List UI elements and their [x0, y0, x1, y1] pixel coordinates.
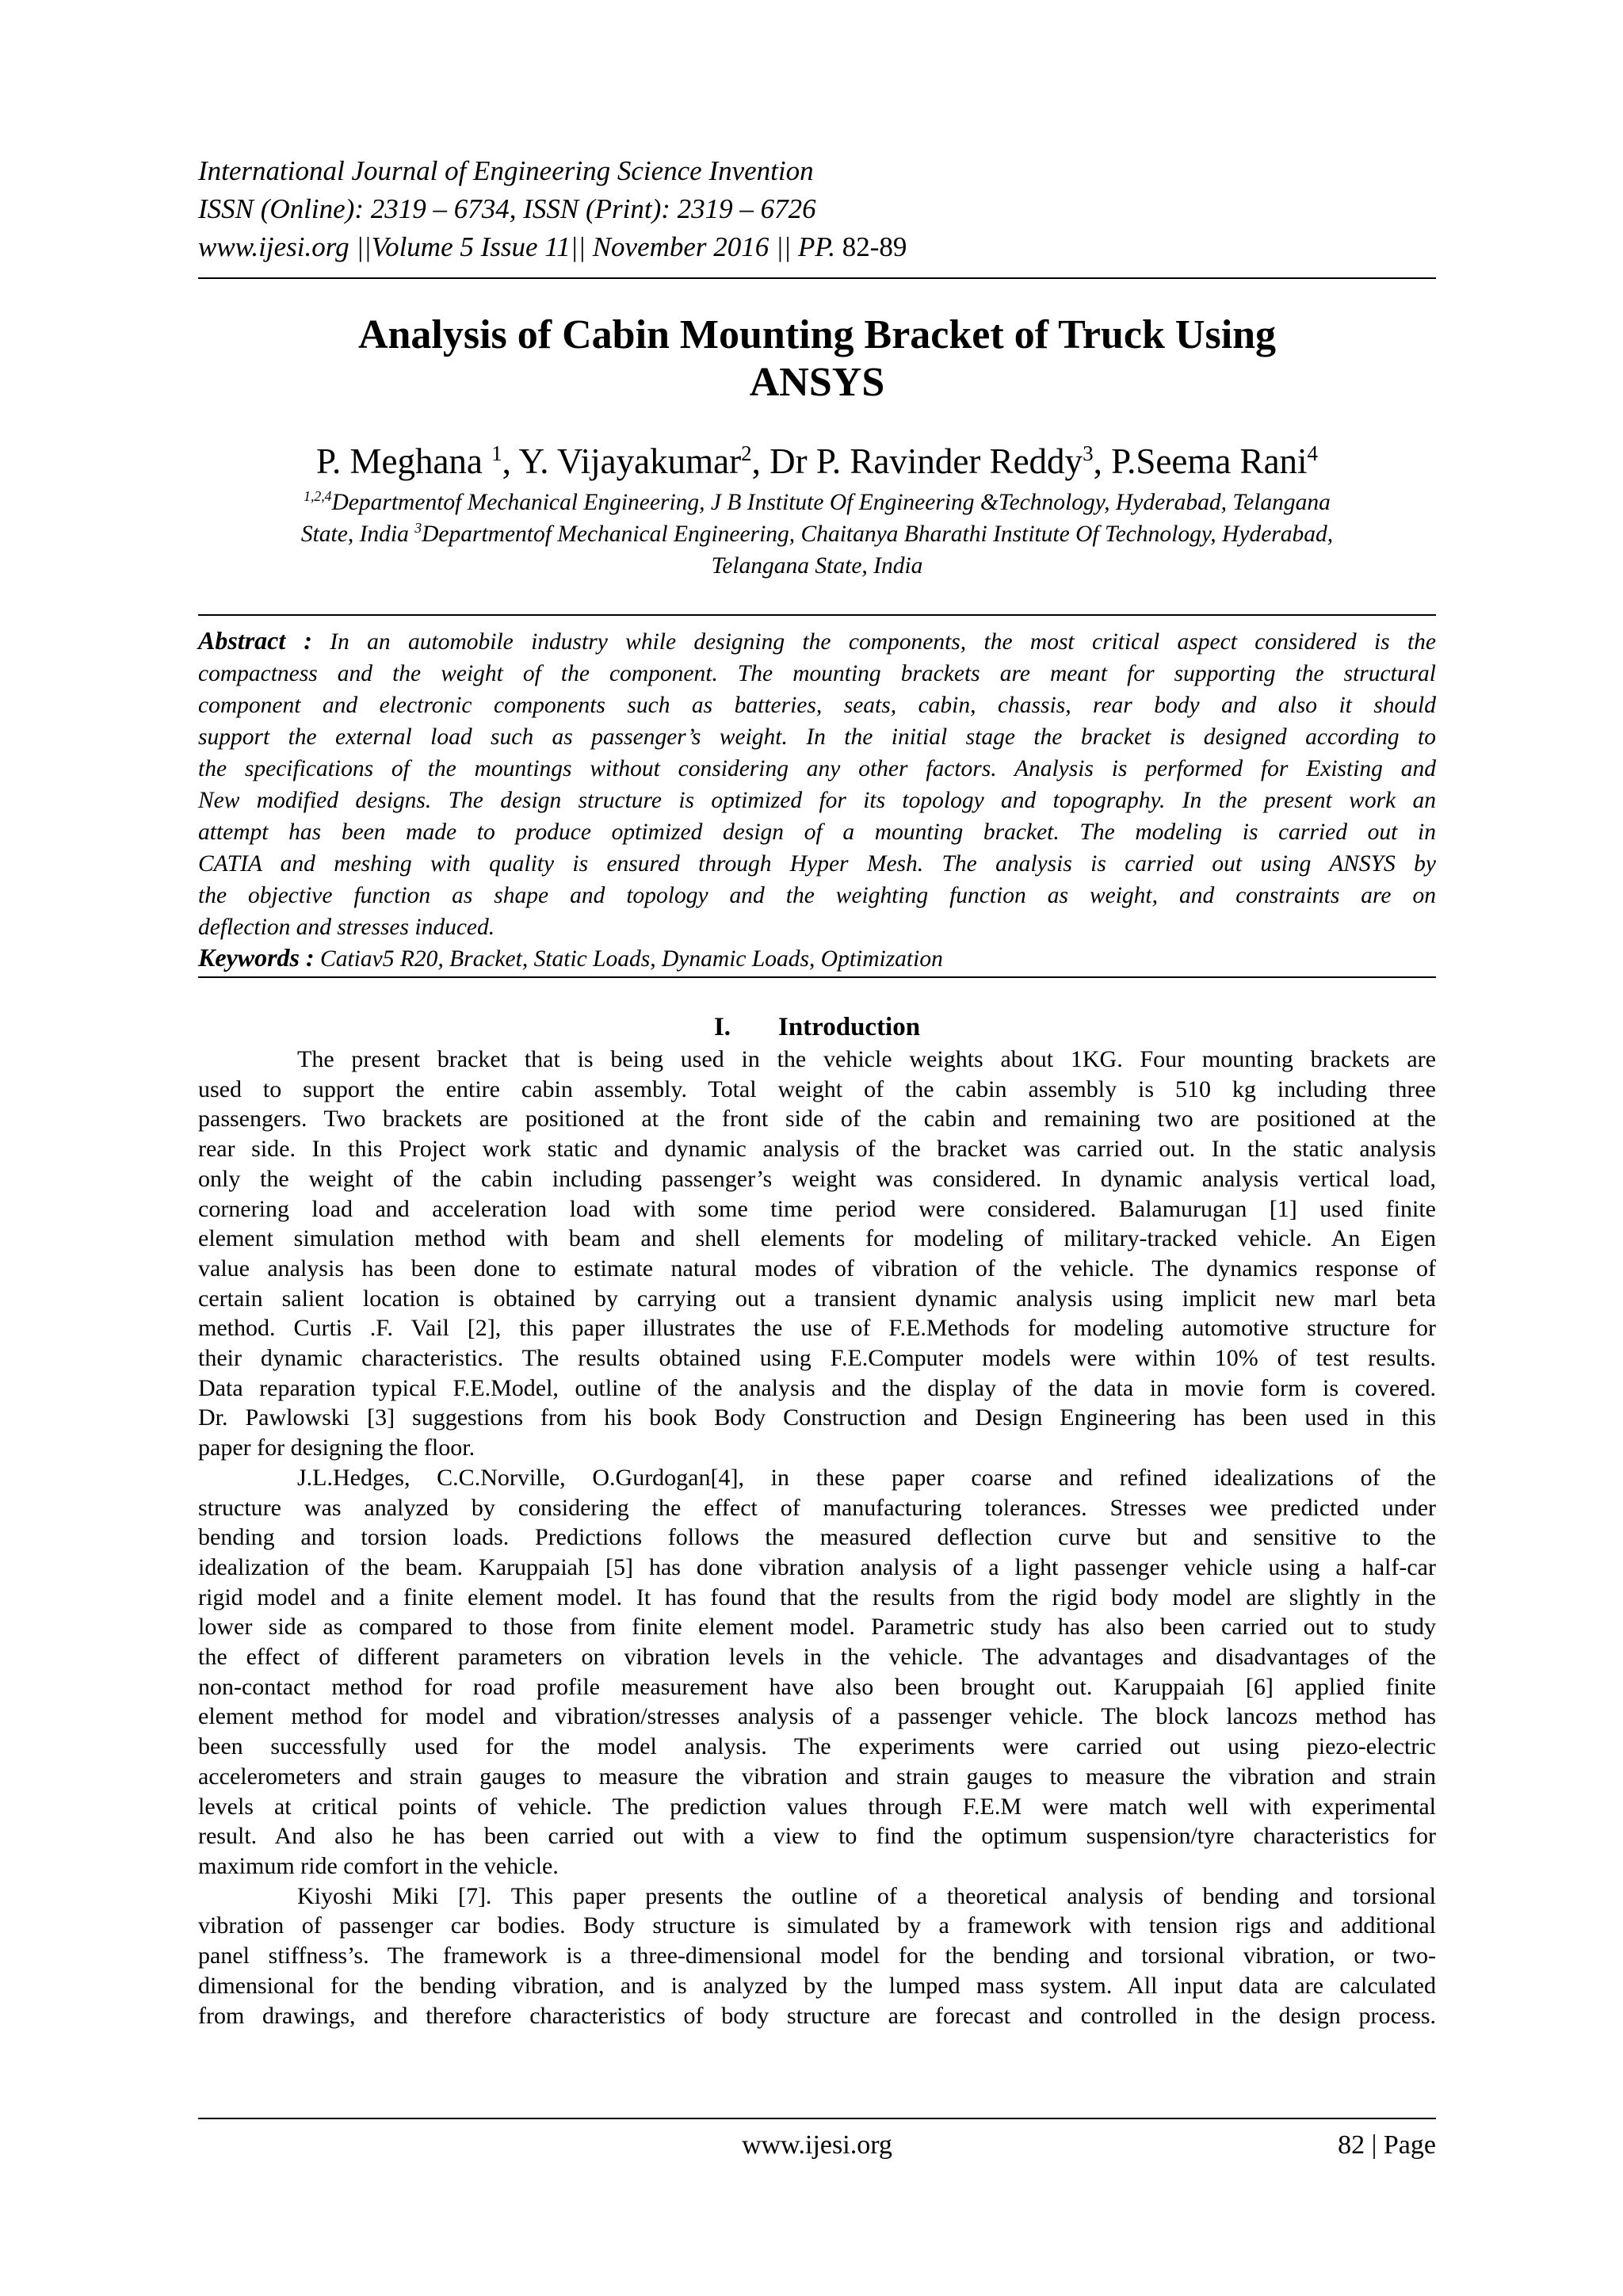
- abstract-line: [198, 625, 1436, 658]
- body-line: their dynamic characteristics. The results obtained using F.E.Computer models were within 10% of test results.: [198, 1345, 1436, 1372]
- affiliation-text-2b: Departmentof Mechanical Engineering, Chaitanya Bharathi Institute Of Technology, Hyderabad,: [422, 521, 1334, 547]
- abstract-top-rule: [198, 614, 1436, 616]
- body-line: certain salient location is obtained by carrying out a transient dynamic analysis using implicit new marl beta: [198, 1285, 1436, 1312]
- section-title: Introduction: [777, 1013, 921, 1041]
- abstract-line: support the external load such as passenger’s weight. In the initial stage the bracket is designed according to: [198, 724, 1436, 750]
- body-line: lower side as compared to those from finite element model. Parametric study has also been carried out to study: [198, 1614, 1436, 1641]
- author-4: , P.Seema Rani: [1093, 441, 1308, 481]
- body-line: accelerometers and strain gauges to measure the vibration and strain gauges to measure the vibration and strain: [198, 1763, 1436, 1790]
- body-line: bending and torsion loads. Predictions follows the measured deflection curve but and sensitive to the: [198, 1524, 1436, 1551]
- body-line: value analysis has been done to estimate natural modes of vibration of the vehicle. The dynamics response of: [198, 1255, 1436, 1282]
- journal-header: [198, 152, 1434, 266]
- affiliation-line-3: Telangana State, India: [711, 553, 923, 579]
- author-3: , Dr P. Ravinder Reddy: [751, 441, 1083, 481]
- journal-issue-text: www.ijesi.org ||Volume 5 Issue 11|| November 2016 || PP.: [198, 231, 836, 262]
- section-number: I.: [713, 1013, 731, 1041]
- abstract-label: Abstract :: [198, 626, 312, 655]
- keywords: [198, 942, 1436, 975]
- body-line: J.L.Hedges, C.C.Norville, O.Gurdogan[4], in these paper coarse and refined idealizations of the: [297, 1464, 1436, 1491]
- body-line: rigid model and a finite element model. It has found that the results from the rigid body model are slightly in the: [198, 1584, 1436, 1610]
- author-1-sup: 1: [491, 441, 502, 465]
- body-line: levels at critical points of vehicle. The prediction values through F.E.M were match well with experimental: [198, 1793, 1436, 1820]
- author-2-sup: 2: [741, 441, 752, 465]
- body-line: Data reparation typical F.E.Model, outline of the analysis and the display of the data in movie form is covered.: [198, 1374, 1436, 1401]
- body-line: Kiyoshi Miki [7]. This paper presents the outline of a theoretical analysis of bending and torsional: [297, 1882, 1436, 1909]
- abstract-line: compactness and the weight of the component. The mounting brackets are meant for supporting the structural: [198, 661, 1436, 686]
- body-line: element method for model and vibration/stresses analysis of a passenger vehicle. The block lancozs method has: [198, 1703, 1436, 1730]
- abstract: [198, 625, 1436, 943]
- body-text: [198, 1045, 1436, 2030]
- abstract-line: deflection and stresses induced.: [198, 915, 495, 940]
- body-line: cornering load and acceleration load with some time period were considered. Balamurugan [1] used finite: [198, 1195, 1436, 1222]
- abstract-line-text: In an automobile industry while designing the components, the most critical aspect considered is the: [311, 629, 1437, 655]
- journal-name: International Journal of Engineering Science Invention: [198, 155, 814, 186]
- author-4-sup: 4: [1307, 441, 1319, 465]
- footer-url: www.ijesi.org: [742, 2130, 892, 2160]
- author-1: P. Meghana: [315, 441, 492, 481]
- body-line: result. And also he has been carried out with a view to find the optimum suspension/tyre characteristics for: [198, 1823, 1436, 1850]
- header-rule: [198, 277, 1436, 279]
- body-line: the effect of different parameters on vibration levels in the vehicle. The advantages and disadvantages of the: [198, 1644, 1436, 1671]
- body-line: rear side. In this Project work static and dynamic analysis of the bracket was carried out. In the static analysis: [198, 1136, 1436, 1163]
- body-line: structure was analyzed by considering the effect of manufacturing tolerances. Stresses wee predicted under: [198, 1494, 1436, 1521]
- body-line: from drawings, and therefore characteristics of body structure are forecast and controlled in the design process.: [198, 2002, 1436, 2029]
- author-3-sup: 3: [1083, 441, 1094, 465]
- abstract-line: component and electronic components such as batteries, seats, cabin, chassis, rear body and also it should: [198, 693, 1436, 718]
- abstract-line: attempt has been made to produce optimized design of a mounting bracket. The modeling is carried out in: [198, 819, 1436, 845]
- footer-rule: [198, 2118, 1436, 2119]
- body-line: Dr. Pawlowski [3] suggestions from his book Body Construction and Design Engineering has been used in this: [198, 1404, 1436, 1431]
- affiliation-sup-1: 1,2,4: [304, 488, 332, 505]
- body-line: The present bracket that is being used in the vehicle weights about 1KG. Four mounting brackets are: [297, 1046, 1436, 1072]
- keywords-bottom-rule: [198, 976, 1436, 978]
- title-line-2: ANSYS: [749, 360, 885, 405]
- abstract-line: the objective function as shape and topology and the weighting function as weight, and constraints are on: [198, 883, 1436, 908]
- affiliation-text-2a: State, India: [300, 521, 415, 547]
- journal-pages: 82-89: [835, 231, 907, 262]
- journal-issn: ISSN (Online): 2319 – 6734, ISSN (Print): 2319 – 6726: [198, 193, 816, 224]
- abstract-line: CATIA and meshing with quality is ensured through Hyper Mesh. The analysis is carried out using ANSYS by: [198, 851, 1436, 877]
- body-line: maximum ride comfort in the vehicle.: [198, 1852, 559, 1879]
- keywords-text: Catiav5 R20, Bracket, Static Loads, Dynamic Loads, Optimization: [314, 946, 943, 972]
- author-2: , Y. Vijayakumar: [502, 441, 742, 481]
- footer-page-number: 82 | Page: [1338, 2130, 1436, 2160]
- paper-title: [198, 311, 1436, 407]
- body-line: element simulation method with beam and shell elements for modeling of military-tracked vehicle. An Eigen: [198, 1225, 1436, 1252]
- affiliation-line-1: [198, 487, 1436, 518]
- abstract-line: New modified designs. The design structure is optimized for its topology and topography. In the present work an: [198, 788, 1436, 813]
- affiliation-line-2: [198, 518, 1436, 550]
- author-list: [198, 439, 1436, 483]
- body-line: non-contact method for road profile measurement have also been brought out. Karuppaiah [6] applied finite: [198, 1673, 1436, 1700]
- body-line: vibration of passenger car bodies. Body structure is simulated by a framework with tension rigs and additional: [198, 1912, 1436, 1939]
- journal-issue: [198, 228, 1434, 266]
- affiliation-text-1: Departmentof Mechanical Engineering, J B Institute Of Engineering &Technology, Hyderabad, Telangana: [331, 490, 1331, 515]
- body-line: passengers. Two brackets are positioned at the front side of the cabin and remaining two are positioned at the: [198, 1106, 1436, 1133]
- abstract-line: the specifications of the mountings without considering any other factors. Analysis is performed for Existing and: [198, 756, 1436, 781]
- section-heading: [198, 1010, 1436, 1045]
- body-line: idealization of the beam. Karuppaiah [5] has done vibration analysis of a light passenger vehicle using a half-car: [198, 1553, 1436, 1580]
- body-line: used to support the entire cabin assembly. Total weight of the cabin assembly is 510 kg including three: [198, 1075, 1436, 1102]
- body-line: been successfully used for the model analysis. The experiments were carried out using piezo-electric: [198, 1733, 1436, 1760]
- affiliations: [198, 487, 1436, 582]
- body-line: only the weight of the cabin including passenger’s weight was considered. In dynamic analysis vertical load,: [198, 1165, 1436, 1192]
- body-line: method. Curtis .F. Vail [2], this paper illustrates the use of F.E.Methods for modeling automotive structure for: [198, 1315, 1436, 1342]
- affiliation-sup-2: 3: [414, 520, 422, 537]
- title-line-1: Analysis of Cabin Mounting Bracket of Truck Using: [357, 312, 1277, 357]
- body-line: paper for designing the floor.: [198, 1435, 475, 1461]
- body-line: panel stiffness’s. The framework is a three-dimensional model for the bending and torsional vibration, or two-: [198, 1943, 1436, 1969]
- keywords-label: Keywords :: [198, 943, 315, 972]
- body-line: dimensional for the bending vibration, and is analyzed by the lumped mass system. All input data are calculated: [198, 1972, 1436, 1999]
